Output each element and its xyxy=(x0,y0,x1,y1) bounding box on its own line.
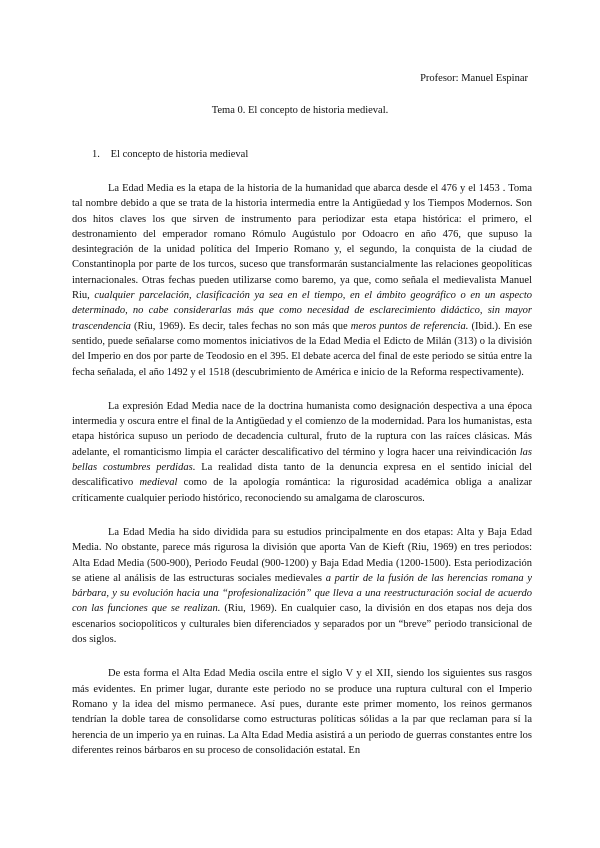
paragraph-text: De esta forma el Alta Edad Media oscila entre el siglo V y el XII, siendo los siguientes sus rasgos más evidentes. En primer lugar, durante este periodo no se produce una ruptura cultural con el Imperio Romano y la idea del mismo permanece. Así pues, durante este primer momento, los reinos germanos tendrían la doble tarea de consolidarse como estructuras políticas sólidas a la par que reclaman para sí la herencia de un imperio ya en ruinas. La Alta Edad Media asistirá a un periodo de guerras constantes entre los diferentes reinos bárbaros en su proceso de consolidación estatal. En xyxy=(72,668,532,756)
quote-referencia: meros puntos de referencia. xyxy=(350,320,469,332)
paragraph-text: La expresión Edad Media nace de la doctrina humanista como designación despectiva a una época intermedia y oscura entre el final de la Antigüedad y el comienzo de la modernidad. Para los humanistas, esta etapa histórica supuso un periodo de decadencia cultural, fruto de la ruptura con las raíces clásicas. Más adelante, el romanticismo limpia el carácter descalificativo del término y logra hacer una reivindicación xyxy=(72,400,532,458)
italic-term: medieval xyxy=(139,477,178,489)
section-heading xyxy=(92,149,248,160)
quote-riu-2: a partir de la fusión de las herencias romana y bárbara, y su evolución hacia una “profesionalización” que lleva a una reestructuración social de acuerdo con las funciones que se realizan. xyxy=(72,572,532,615)
paragraph-text: La Edad Media ha sido dividida para su estudios principalmente en dos etapas: Alta y Baja Edad Media. No obstante, parece más rigurosa la división que aporta Van de Kieft (Riu, 1969) en tres periodos: Alta Edad Media (500-900), Periodo Feudal (900-1200) y Baja Edad Media (1200-1500). Esta periodización se atiene al análisis de las estructuras sociales medievales xyxy=(72,526,532,584)
document-title: Tema 0. El concepto de historia medieval. xyxy=(211,105,389,116)
author-line: Profesor: Manuel Espinar xyxy=(420,73,528,84)
paragraph-text: (Ibid.). En ese sentido, puede señalarse como momentos iniciativos de la Edad Media el Edicto de Milán (313) o la división del Imperio en dos por parte de Teodosio en el 395. El debate acerca del final de este periodo se sitúa entre la fecha señalada, el año 1492 y el 1518 (descubrimiento de América e inicio de la Reforma respectivamente). xyxy=(72,320,533,378)
paragraph-text: La Edad Media es la etapa de la historia de la humanidad que abarca desde el 476 y el 1453 . Toma tal nombre debido a que se trata de la historia intermedia entre la Antigüedad y los Tiempos Modernos. Son dos hitos claves los que sirven de instrumento para periodizar esta etapa histórica: el primero, el destronamiento del emperador romano Rómulo Augústulo por Odoacro en año 476, que supuso la desintegración de la unidad política del Imperio Romano y, el segundo, la conquista de la ciudad de Constantinopla por parte de los turcos, suceso que transformarán sustancialmente las relaciones geopolíticas internacionales. Otras fechas pueden utilizarse como baremo, ya que, como señala el medievalista Manuel Riu, xyxy=(72,183,532,302)
paragraph-1 xyxy=(72,181,532,380)
quote-riu: cualquier parcelación, clasificación ya sea en el tiempo, en el ámbito geográfico o en un aspecto determinado, no cabe considerarlas más que como necesidad de esclarecimiento didáctico, sin mayor trascendencia xyxy=(72,290,532,332)
italic-phrase: las bellas costumbres perdidas xyxy=(72,446,532,474)
paragraph-text: . La realidad dista tanto de la denuncia expresa en el sentido inicial del descalificativo xyxy=(72,462,532,489)
paragraph-2 xyxy=(72,399,532,506)
document-body xyxy=(72,181,532,777)
section-number: 1. xyxy=(92,149,100,160)
paragraph-4 xyxy=(72,666,532,758)
paragraph-text: como de la apología romántica: la rigurosidad académica obliga a analizar críticamente cualquier periodo histórico, reconociendo su amalgama de claroscuros. xyxy=(72,477,532,504)
paragraph-text: (Riu, 1969). En cualquier caso, la división en dos etapas nos deja dos escenarios sociopolíticos y culturales bien diferenciados y separados por un “breve” periodo transicional de dos siglos. xyxy=(72,603,532,646)
paragraph-3 xyxy=(72,525,532,647)
paragraph-text: (Riu, 1969). Es decir, tales fechas no son más que xyxy=(130,320,351,332)
section-title: El concepto de historia medieval xyxy=(110,149,249,160)
